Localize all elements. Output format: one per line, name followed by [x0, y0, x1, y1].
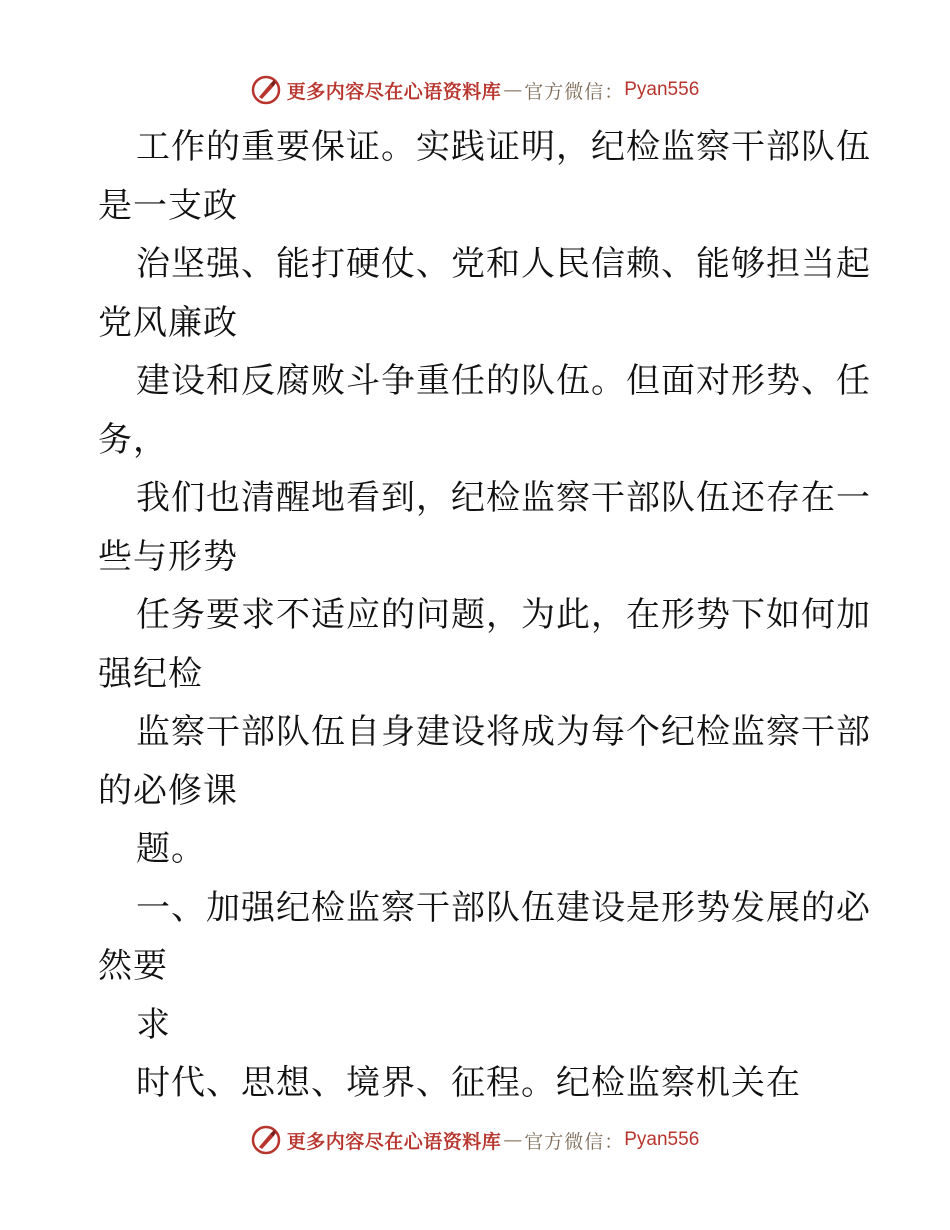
text-line: 一、加强纪检监察干部队伍建设是形势发展的必 — [136, 887, 871, 928]
header-wechat-label: 官方微信： — [524, 80, 625, 103]
footer-wechat-label: 官方微信： — [524, 1130, 625, 1153]
header-dash: — — [503, 79, 523, 101]
pen-logo-icon — [251, 1125, 281, 1155]
text-line: 题。 — [136, 829, 206, 869]
footer-brand-text: 更多内容尽在心语资料库 — [286, 1130, 502, 1153]
text-line: 我们也清醒地看到，纪检监察干部队伍还存在一 — [136, 478, 871, 518]
text-line: 的必修课 — [98, 770, 238, 811]
text-line: 监察干部队伍自身建设将成为每个纪检监察干部 — [136, 712, 871, 752]
text-line: 务， — [98, 419, 168, 460]
text-line: 工作的重要保证。实践证明，纪检监察干部队伍 — [136, 127, 871, 167]
text-line: 然要 — [98, 946, 168, 986]
footer-banner — [0, 1120, 950, 1160]
text-line: 党风廉政 — [98, 302, 238, 343]
text-line: 强纪检 — [98, 653, 203, 694]
text-line: 任务要求不适应的问题，为此，在形势下如何加 — [136, 595, 871, 635]
text-line: 求 — [136, 1004, 171, 1045]
text-line: 时代、思想、境界、征程。纪检监察机关在 — [136, 1063, 801, 1103]
text-line: 是一支政 — [98, 185, 238, 226]
text-line: 些与形势 — [98, 536, 238, 577]
header-brand-text: 更多内容尽在心语资料库 — [286, 80, 502, 103]
footer-dash: — — [503, 1129, 523, 1151]
document-body — [98, 118, 878, 1113]
header-banner — [0, 70, 950, 110]
footer-wechat-id: Pyan556 — [624, 1129, 700, 1150]
header-wechat-id: Pyan556 — [624, 79, 700, 100]
pen-logo-icon — [251, 75, 281, 105]
text-line: 治坚强、能打硬仗、党和人民信赖、能够担当起 — [136, 244, 871, 284]
text-line: 建设和反腐败斗争重任的队伍。但面对形势、任 — [136, 361, 871, 401]
